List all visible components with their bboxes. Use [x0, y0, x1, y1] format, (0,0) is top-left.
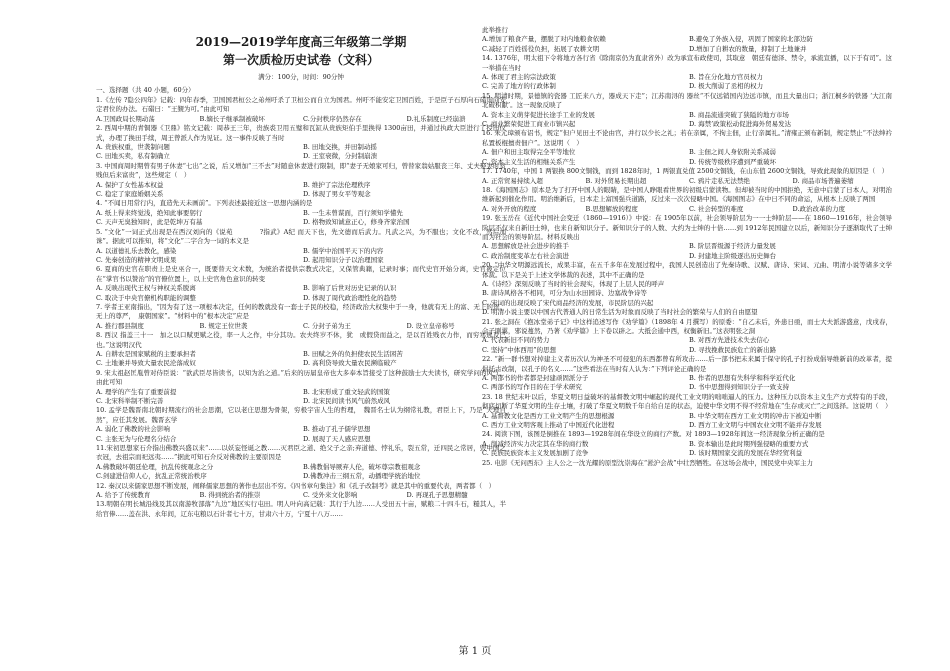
answer-option: D. 展现了天人感应思想 — [303, 434, 371, 443]
question-stem: 11.宋初思想家石介指出佛教兴盛以来“……以妖妄怪诞之教……灭君臣之道、绝父子之亲;弃道德、悖礼乐，裂五常，迁四民之常居，毁中国之衣冠，去祖宗而祀远夷……”据此可知石介反对佛教的主要原因是 — [96, 444, 506, 462]
option-list — [96, 388, 506, 407]
option-list — [482, 336, 892, 355]
answer-option: A. 理学的产生有了重要前提 — [96, 387, 177, 396]
answer-option: C. 西方工业文明客观上推动了中国近代化进程 — [482, 421, 615, 430]
answer-option: C. 田地买卖，私有制确立 — [96, 152, 170, 161]
answer-option: B. 作者的思想有失科学和科学近代化 — [689, 374, 796, 383]
answer-option: C. 北宋科举制不断完善 — [96, 397, 164, 405]
page-number: 第 1 页 — [458, 646, 492, 657]
question-block — [96, 500, 506, 519]
option-list — [96, 247, 506, 266]
left-question-list — [96, 96, 506, 519]
answer-option: B. 田赋之外的负担使农民生活困苦 — [303, 349, 403, 358]
answer-option: C. 主张无为与伦理名分结合 — [96, 434, 177, 443]
answer-option: A. 思想解放是社会进步的推手 — [482, 242, 569, 251]
answer-option: A. 佃户和田主取得完全平等地位 — [482, 148, 576, 157]
question-stem: 16. 朱元璋颁布诏书，规定“但户见田土不论由官，并行以少长之礼；若在亲属，不拘主佃，止行亲属礼。”清雍正颁布新制，规定禁止“不法绅衿私置板棍擅责佃户”。这说明（ ） — [482, 129, 892, 147]
answer-option: D. 书中思想得到知识分子一致支持 — [689, 383, 790, 392]
question-stem: 22. “新一群书想对掉建主义者历次认为神圣不可侵犯的东西都曾有所攻击……后一部书把未来属于保守的孔子打扮成倡导维新前的改革者，提倡托古改制，以孔子的名义……”这些看法在当时有人认为：”下列评论正确的是 — [482, 355, 892, 373]
option-list — [96, 463, 506, 482]
question-block — [482, 355, 892, 393]
question-block — [96, 369, 506, 407]
answer-option: D.增加了自耕农的数量，抑制了土地兼并 — [689, 44, 807, 53]
question-block — [482, 186, 892, 214]
question-stem: 14. 1376年，明太祖下令将地方各行省《除南京仍为直隶省外）改为承宣布政使司，其取意 朝廷有德泽、禁令，承流宣播，以下于有司”。这一举措在当时 — [482, 54, 892, 72]
exam-title-line1: 2019—2019学年度高三年级第二学期 — [195, 35, 407, 49]
question-stem: 8. 西汉 指盖三十一 加之以口赋更赋之役，率一人之作，中分其功。农夫终岁不休，犹 或假贷而益之，是以百姓贱衣力作，而穷寒逃及己也。”这说明汉代 — [96, 331, 506, 349]
answer-option: B. 北宋形成了重文轻武的国策 — [303, 387, 390, 396]
answer-option: D. 传统等级秩序遭到严重破坏 — [689, 157, 777, 166]
question-block — [96, 162, 506, 200]
answer-option: C. 天声无臭独知时，此是乾坤万有基 — [96, 218, 203, 227]
answer-option: B.嫡长子继承制被破坏 — [199, 114, 265, 123]
question-block — [96, 265, 506, 303]
answer-option: B. 维护了宗法伦理秩序 — [303, 180, 371, 189]
answer-option: A.佛教破坏朝廷伦理，抗乱传统观念之分 — [96, 462, 214, 471]
question-stem: 12. 秦汉以来儒家思想不断发展，阐释儒家思想的著作也层出不穷。《四书章句集注》和《孔子改制考》就是其中的重要代表，两者都（ ） — [96, 481, 496, 490]
answer-option: D. 起用知识分子以治理国家 — [303, 255, 384, 264]
option-list — [96, 115, 506, 124]
answer-option: C.分封秩序仍然存在 — [303, 114, 362, 123]
answer-option: C. 先秦创造的精神文明成果 — [96, 255, 177, 264]
option-list — [482, 440, 892, 459]
answer-option: D. 王室衰微，分封制崩溃 — [303, 152, 378, 161]
answer-option: C. 完善了地方的行政体制 — [482, 82, 556, 91]
option-list — [482, 374, 892, 393]
answer-option: B. 得到统治者的推崇 — [199, 491, 261, 500]
question-stem: 20. “中华文明源远流长，成果丰富，在五千多年在发展过程中，我国人民创造出了先秦诗歌、汉赋、唐诗、宋词、元曲、明清小说等诸多文学体裁。以下是关于上述文学体裁的表述，其中不正确的是 — [482, 261, 892, 279]
answer-option: B. 阶层晋级源于经济力量发展 — [689, 242, 776, 251]
question-stem: 2. 西周中期的青铜器《卫鼎》铭文记载：周恭王三年，贵族裘卫用五璧和瓦缸从贵族矩伯手里换得 1300亩田，并通过执政大臣进行了授田仪式，办理了换田手续，周王曾派人作为见证。这一事件反映了当时 — [96, 124, 506, 142]
option-list — [96, 425, 506, 444]
answer-option: D. 格物致知诚意正心，修身齐家治国 — [303, 218, 410, 227]
question-block — [482, 167, 892, 186]
question-block — [482, 318, 892, 356]
question-block — [482, 26, 892, 54]
right-question-list — [482, 26, 892, 468]
question-stem: 4. “不闻日用常行内，直造先天未画前”。下列表述最接近这一思想内涵的是 — [96, 199, 313, 208]
answer-option: D. 北宋民间读书风气蔚然成风 — [303, 397, 391, 405]
answer-option: A.增加了粮食产量，摆脱了对内地粮食依赖 — [482, 35, 606, 44]
answer-option: B. 唐诗风格各不相同，可分为山水田园诗、边塞战争诗等 — [482, 289, 647, 298]
question-block — [482, 214, 892, 261]
answer-option: C. 分封子弟为王 — [303, 321, 351, 330]
answer-option: A. 体现了君主的宗法政策 — [482, 73, 556, 82]
option-list — [482, 111, 892, 130]
answer-option: D. 极大削弱了丞相的权力 — [689, 82, 764, 91]
answer-option: A.《诗经》深刻反映了当时的社会现实，体现了上层人民的呼声 — [482, 279, 665, 288]
answer-option: B. 影响了后世对历史记录的认识 — [303, 284, 397, 293]
question-stem: 3. 中国商周时期曾有男子休妻“七出”之说，后又增加“三不去”对随意休妻进行限制，即“妻子无娘家可归，曾替家翁姑服丧三年、丈夫娶妻时贫贱但后来富贵”，这些规定（ ） — [96, 161, 506, 180]
section-heading: 一、选择题（共 40 小题，60分） — [96, 86, 195, 94]
answer-option: A. 反映出现代王权与神权关系脱离 — [96, 284, 196, 293]
question-stem: 21. 张之洞在《抱冰堂弟子记》中这样追述写作《劝学篇》（1898年 4 月撰写）的原委：“自乙未后，外患日亟，而士大夫派游盛意，戊戌春，会子刚翼，邪说蔓然，乃著《劝学篇》上下卷以辟之。大抵会通中西，权衡新旧。”这表明张之洞 — [482, 317, 892, 335]
answer-option: D. 体现了周代政治理性化的趋势 — [303, 293, 397, 302]
question-stem: 此举推行 — [482, 26, 508, 34]
question-stem: 6. 夏商的史官在职责上是史巫合一，既要替天文术数，为统治者提供宗教式决定，又保管典籍，记录时事；而代史官开始分离，史官被定位在“掌官书以赞治”的官僚位置上，以上史官角色意识的转变 — [96, 265, 506, 283]
answer-option: B.思想解放的程度 — [585, 204, 638, 213]
question-block — [482, 393, 892, 431]
answer-option: B. 对西方先进技术失去信心 — [689, 336, 770, 345]
answer-option: A.卫国政局长期动荡 — [96, 114, 155, 123]
option-list — [96, 181, 506, 200]
answer-option: A. 削减经济实力决定其在华的商行数 — [482, 439, 589, 448]
question-stem: 13.明朝在明长城沿线及其以南游牧部落“九边”地区实行屯田。明人叶向高记载：其行于九边……人受田五十亩，赋粮二十四斗石，糙其人，半给官俸……盖在洪、永年间，辽东屯粮以石计者七十万，甘肃六十万，宁夏十八万…… — [96, 500, 506, 518]
answer-option: D. 商品市场普遍萎缩 — [792, 176, 854, 185]
answer-option: D. 西方工业文明与中国农业文明不能并存发展 — [689, 421, 822, 430]
answer-option: B. 商品流通突破了狭隘的地方市场 — [689, 110, 789, 119]
question-block — [96, 228, 506, 266]
answer-option: C. 宋词的出现反映了宋代商品经济的发展，市民阶层的兴起 — [482, 298, 654, 307]
exam-meta: 满分：100分，时间：90分钟 — [258, 73, 344, 81]
question-block — [482, 261, 892, 317]
answer-option: A. 弱化了佛教的社会影响 — [96, 425, 170, 434]
question-block — [482, 430, 892, 458]
answer-option: B. 主佃之间人身依附关系减弱 — [689, 148, 776, 157]
answer-option: D. 体现了男女平等观念 — [303, 190, 371, 199]
option-list — [482, 205, 892, 214]
answer-option: A. 资本主义萌芽促进长途手工业的发展 — [482, 110, 595, 119]
answer-option: A. 对外开放的程度 — [482, 204, 537, 213]
answer-option: A. 以道德礼乐去教化，感染 — [96, 246, 177, 255]
answer-option: B. 田地交换，并田制动摇 — [303, 143, 377, 152]
question-block — [96, 124, 506, 162]
question-stem: 9. 宋太祖赵匡胤曾对侍臣说：“欲武臣尽皆读书，以知为治之道。”后来的历届皇帝也大多奉本旨接受了这种鼓励士大夫读书，研究学问的风气，由此可知 — [96, 368, 506, 387]
answer-option: B. 规定王位世袭 — [199, 321, 248, 330]
option-list — [96, 322, 506, 331]
answer-option: C. 取决于中央官僚机构职能的调整 — [96, 293, 196, 302]
option-list — [482, 35, 892, 54]
answer-option: C. 两部书的写作目的在于学术研究 — [482, 383, 582, 392]
answer-option: A. 纸上得来终觉浅，绝知此事要躬行 — [96, 208, 203, 217]
answer-option: C. 坚持“中体西用”的思想 — [482, 345, 557, 354]
answer-option: C. 民族民族资本主义发展加剧了竞争 — [482, 449, 589, 458]
option-list — [96, 143, 506, 162]
answer-option: C. 稳定了家庭婚姻关系 — [96, 190, 164, 199]
question-stem: 7. 学者王亚南指出，“因为有了这一项根本决定，任何的教就没有一套士子民的校稳，经济政治大权集中于一身，他就有无上的富、无上的贵、无上的尊严， 康朝国家”。“材料中的“根本决定”应是 — [96, 302, 506, 321]
question-block — [96, 406, 506, 444]
answer-option: A. 正常贸易持续入超 — [482, 176, 543, 185]
answer-option: A. 基督教文化是西方工业文明产生的思想根源 — [482, 411, 615, 420]
question-stem: 18.《海国图志》原本是为了打开中国人的眼睛，是中国人睁眼看世界的初级启蒙读物。但却被当时的中国拒绝，无意中启蒙了日本人，对明治维新起到催化作用。明治维新后，日本走上富国强兵道路，反过来一次次侵略中国。《海国图志》在中日不同的命运，从根本上反映了两国 — [482, 185, 892, 204]
answer-option: B. 一生未曾谋面，百行须知学懂先 — [303, 208, 403, 217]
answer-option: C. 商业繁荣促进工商业市镇兴起 — [482, 120, 576, 129]
option-list — [482, 242, 892, 261]
question-stem: 25. 电影《无问西东》主人公之一沈光耀的原型沈崇海在“淞沪会战”中壮烈牺牲。在这场会战中，国民党中央军主力 — [482, 458, 814, 467]
question-stem: 17. 1740年，中国 1 两银换 800文铜钱，而到 1828年时，1 两银直兑值 2500文铜钱，在山东值 2600文铜钱，导致此现象的原因是（ ） — [482, 167, 889, 176]
answer-option: B. 推动了孔子儒学思想 — [303, 425, 371, 434]
question-block — [96, 303, 506, 331]
answer-option: B.佛教倡导厥弃人伦，破坏尊宗教祖观念 — [303, 462, 421, 471]
answer-option: D. 该时期国家交流的发展在华经贸利益 — [689, 449, 803, 458]
question-stem: 5. “文化”一词正式出现是在西汉刘向的《说苑 ?指武》A纪 而天下也，先文德而后武力。凡武之兴，为不服也；文化不改，然后加诛”。据此可以推知，将“文化”二字合为一词的本义是 — [96, 227, 506, 246]
answer-option: D. 再现孔子思想精髓 — [406, 491, 468, 500]
question-stem: 1.《左传 ?隐公四年》记载：四年春季，卫国国君桓公之弟州吁杀了卫桓公而自立为国君。州吁不能安定卫国百姓，于是臣子石厚向石碏询问安定君位的办法。石碏曰：“王觐为可。”由此可知 — [96, 96, 506, 114]
answer-option: C. 社会转型的难度 — [689, 204, 744, 213]
question-stem: 10. 孟学是魏晋南北朝时期流行的社会思潮，它以老庄思想为骨架，穷极宇宙人生的哲理， 魏晋名士认为纲常礼教，君臣上下，乃是“天理自然”，应任其发展。魏晋玄学 — [96, 406, 506, 424]
answer-option: B. 旨在分化地方官员权力 — [689, 73, 763, 82]
option-list — [482, 177, 892, 186]
option-list — [96, 350, 506, 369]
answer-option: B.避免了外族入侵，巩固了国家的北部边防 — [689, 35, 813, 44]
option-list — [482, 412, 892, 431]
answer-option: C. 政治制度变革左右社会演进 — [482, 251, 569, 260]
answer-option: A. 代表新旧不同的势力 — [482, 336, 550, 345]
answer-option: D. 高利贷导致大量农民濒临破产 — [303, 359, 397, 368]
answer-option: A. 保护了女性基本权益 — [96, 180, 164, 189]
answer-option: D.礼乐制度已经崩溃 — [406, 114, 466, 123]
question-block — [96, 96, 506, 124]
option-list — [96, 284, 506, 303]
answer-option: B. 资本输出是此时期列强侵略的重要方式 — [689, 439, 809, 448]
answer-option: D.佛教冲击三纲五常，动播理学统治地位 — [303, 472, 421, 481]
answer-option: C.剑建进信仰人心，抗乱正常统治秩序 — [96, 472, 207, 481]
answer-option: A. 自耕农是国家赋税的主要承担者 — [96, 349, 196, 358]
question-stem: 23. 18 世纪末叶以后，华夏文明日益破坏的基督教文明中崛起的现代工业文明的咄咄逼人的压力。这种压力以资本主义生产方式特有的手段，彻底切断了华夏文明的生存土壤，打破了华夏文明数千年自给自足的状态，迫使中华文明不得不经常地在“生存或灭亡”之间选择。这说明（ ） — [482, 392, 892, 411]
option-list — [96, 209, 506, 228]
answer-option: C.减轻了百姓徭役负担，拓展了农耕文明 — [482, 44, 600, 53]
question-block — [482, 459, 892, 468]
right-column — [482, 26, 892, 468]
answer-option: C. 土地兼并导致大量农民沦落成奴 — [96, 359, 196, 368]
question-stem: 24. 阅读下图，该图是倒推在 1893—1928年间在华设立的商行产数。对 1893—1928年间这一经济现象分析正确的是 — [482, 430, 825, 439]
answer-option: B. 中华文明在西方工业文明的冲击下被迫中断 — [689, 411, 822, 420]
question-block — [96, 444, 506, 482]
answer-option: A. 给予了传统教育 — [96, 491, 151, 500]
exam-title-line2: 第一次质检历史试卷（文科） — [222, 53, 379, 67]
question-block — [482, 54, 892, 92]
option-list — [482, 73, 892, 92]
answer-option: B. 儒学中治国平天下的内容 — [303, 246, 384, 255]
answer-option: B. 对外贸易长期出超 — [585, 176, 647, 185]
question-stem: 15. 明清时期，景德镇的瓷器 工匠来八方，器成天下走”；江苏南浔的 器丝“不仅远销国内边远市镇，而且大量出口；浙江桐乡的铁器 ‘大江南北破积献’。这一现象反映了 — [482, 91, 892, 110]
question-block — [482, 92, 892, 130]
question-block — [482, 129, 892, 167]
answer-option: A. 贵族权重，世袭制问题 — [96, 143, 170, 152]
question-block — [96, 482, 506, 501]
option-list — [482, 148, 892, 167]
answer-option: A. 推行郡县制度 — [96, 321, 144, 330]
question-block — [96, 331, 506, 369]
answer-option: C. 鸦片走私无法禁绝 — [689, 176, 750, 185]
answer-option: C. 受外来文化影响 — [303, 491, 358, 500]
answer-option: D. 明清小说主要以中国古代普通人的日常生活为对象而反映了当时社会的繁荣与人们的自由愿望 — [482, 308, 758, 317]
answer-option: D. 海禁’政策松动促进海外贸易发达 — [689, 120, 792, 129]
answer-option: D. 寻找挽救民族危亡的新出路 — [689, 345, 777, 354]
answer-option: A. 两部书的作者都是封建顽固派分子 — [482, 374, 589, 383]
answer-option: D. 封建地主阶级逐出历史舞台 — [689, 251, 777, 260]
answer-option: D. 设立皇帝称号 — [406, 321, 455, 330]
question-block — [96, 199, 506, 227]
left-column — [96, 26, 506, 519]
question-stem: 19. 张玉岳在《近代中国社会变迁（1860—1916）》中说：在 1905年以前，社会领导阶层为一一士绅阶层——在 1860—1916年，社会领导阶层不仅来自新旧士绅，也来自新知识分子。新知识分子的人数、大约为士绅的十倍……到 1912年民国建立以后，新知识分子逐渐取代了士绅而为社会的领导阶层。材料反映出 — [482, 214, 892, 241]
answer-option: D.政治改革的力度 — [792, 204, 846, 213]
option-list — [482, 280, 892, 318]
answer-option: C. 资本主义生活的相继关系产生 — [482, 157, 576, 166]
